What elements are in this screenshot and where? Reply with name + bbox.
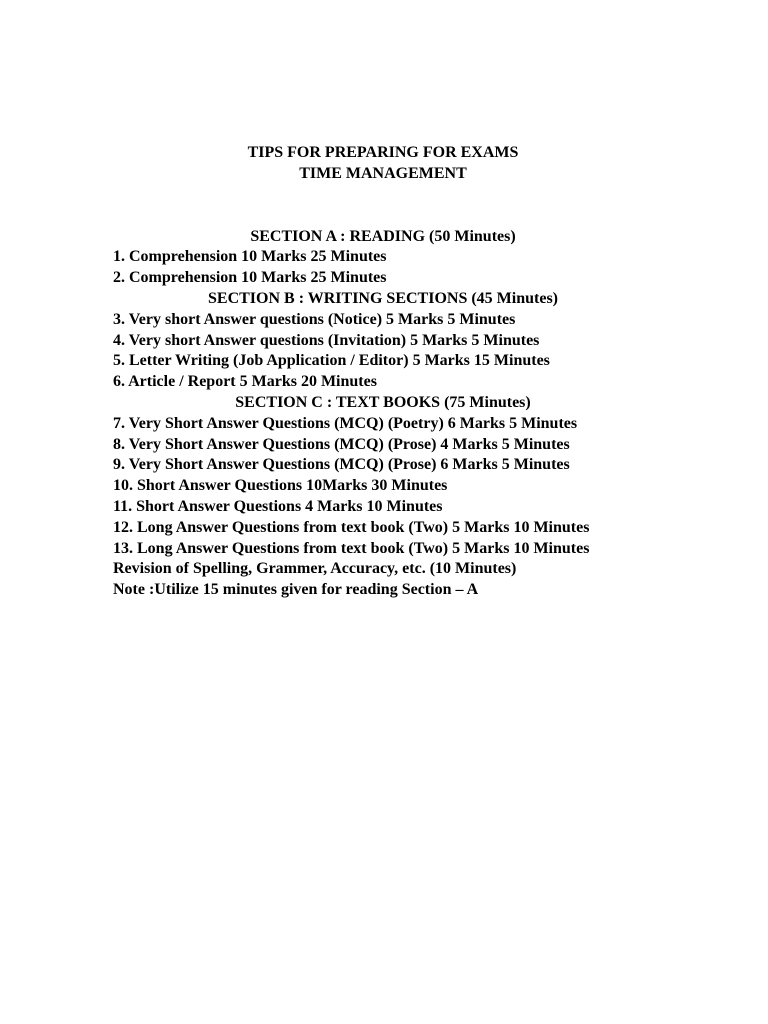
section-c-heading: SECTION C : TEXT BOOKS (75 Minutes) <box>235 393 531 411</box>
list-item: 7. Very Short Answer Questions (MCQ) (Poetry) 6 Marks 5 Minutes <box>113 414 578 432</box>
list-item: 9. Very Short Answer Questions (MCQ) (Prose) 6 Marks 5 Minutes <box>113 456 570 474</box>
list-item: 4. Very short Answer questions (Invitation) 5 Marks 5 Minutes <box>113 331 540 349</box>
list-item: 5. Letter Writing (Job Application / Editor) 5 Marks 15 Minutes <box>113 352 550 370</box>
note-line: Note :Utilize 15 minutes given for reading Section – A <box>113 581 479 599</box>
list-item: 6. Article / Report 5 Marks 20 Minutes <box>113 373 377 391</box>
title-block <box>113 143 653 185</box>
document-subtitle: TIME MANAGEMENT <box>299 164 467 182</box>
list-item: 1. Comprehension 10 Marks 25 Minutes <box>113 248 387 266</box>
list-item: 3. Very short Answer questions (Notice) 5 Marks 5 Minutes <box>113 310 516 328</box>
list-item: 10. Short Answer Questions 10Marks 30 Minutes <box>113 477 448 495</box>
list-item: 13. Long Answer Questions from text book (Two) 5 Marks 10 Minutes <box>113 539 590 557</box>
section-b-heading: SECTION B : WRITING SECTIONS (45 Minutes) <box>208 289 558 307</box>
list-item: 11. Short Answer Questions 4 Marks 10 Minutes <box>113 497 443 515</box>
list-item: 8. Very Short Answer Questions (MCQ) (Prose) 4 Marks 5 Minutes <box>113 435 570 453</box>
list-item: 2. Comprehension 10 Marks 25 Minutes <box>113 269 387 287</box>
document-title: TIPS FOR PREPARING FOR EXAMS <box>247 144 519 161</box>
document-body <box>113 143 653 601</box>
revision-line: Revision of Spelling, Grammer, Accuracy, etc. (10 Minutes) <box>113 560 517 578</box>
section-a-heading: SECTION A : READING (50 Minutes) <box>250 227 516 245</box>
list-item: 12. Long Answer Questions from text book (Two) 5 Marks 10 Minutes <box>113 518 590 536</box>
